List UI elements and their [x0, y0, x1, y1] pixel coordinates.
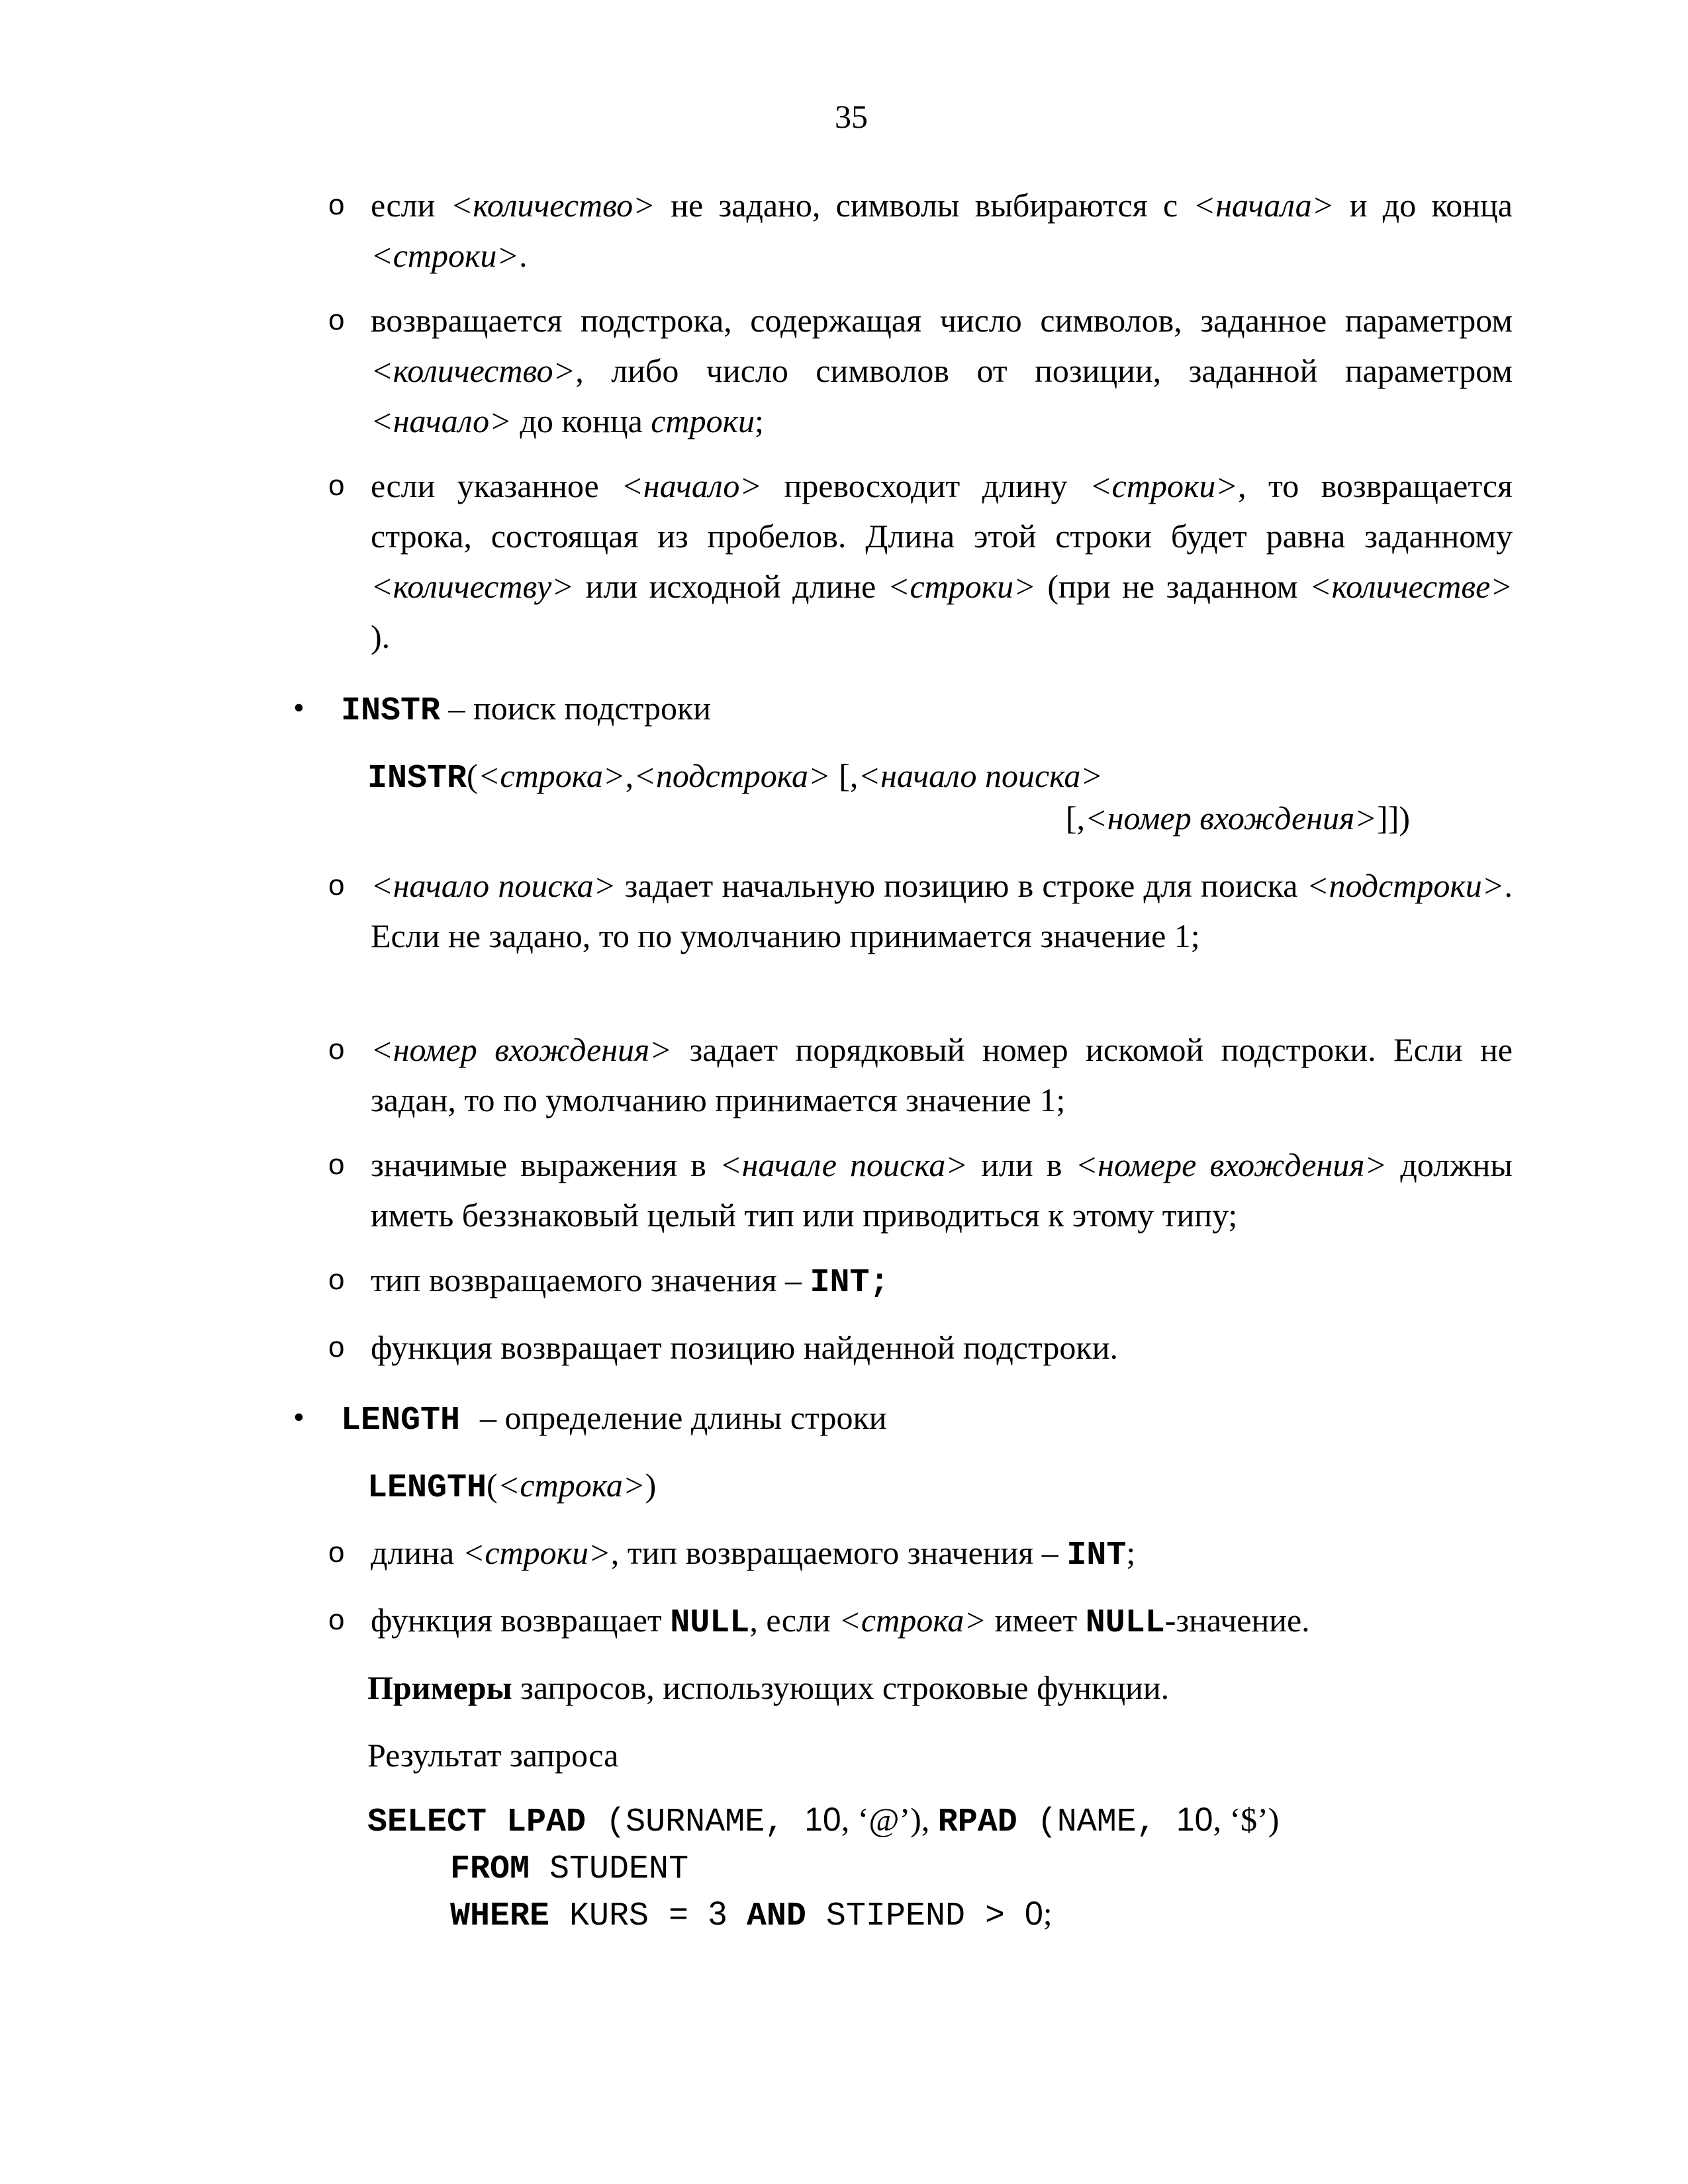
circle-bullet-icon: o — [328, 189, 345, 221]
instr-syntax-line-2: [,<номер вхождения>]]) — [1065, 799, 1410, 837]
sql-line-2: FROM STUDENT — [450, 1850, 689, 1888]
instr-note-1: o <начало поиска> задает начальную позицию в строке для поиска <подстроки>. Если не задано, то по умолчанию принимается значение 1; — [371, 860, 1513, 961]
instr-note-2: o <номер вхождения> задает порядковый номер искомой подстроки. Если не задан, то по умолчанию принимается значение 1; — [371, 1024, 1513, 1125]
substr-note-3: o если указанное <начало> превосходит длину <строки>, то возвращается строка, состоящая из пробелов. Длина этой строки будет равна заданному <количеству> или исходной длине <строки> (при не заданном <количестве> ). — [371, 461, 1513, 662]
function-name: INSTR — [341, 692, 441, 730]
examples-paragraph: Примеры запросов, использующих строковые функции. — [367, 1669, 1170, 1706]
result-label: Результат запроса — [367, 1737, 619, 1774]
page-number: 35 — [835, 98, 868, 135]
length-syntax: LENGTH(<строка>) — [367, 1467, 657, 1507]
instr-syntax-line-1: INSTR(<строка>,<подстрока> [,<начало поиска> — [367, 757, 1103, 797]
length-note-2: o функция возвращает NULL, если <строка> имеет NULL-значение. — [371, 1595, 1513, 1649]
sql-query — [367, 1797, 1279, 1938]
circle-bullet-icon: o — [328, 1536, 345, 1569]
bullet-icon: • — [293, 690, 305, 725]
circle-bullet-icon: o — [328, 869, 345, 901]
substr-note-1: o если <количество> не задано, символы выбираются с <начала> и до конца <строки>. — [371, 180, 1513, 281]
sql-line-1: SELECT LPAD (SURNAME, 10, ‘@’), RPAD (NAME, 10, ‘$’) — [367, 1801, 1280, 1841]
length-note-1: o длина <строки>, тип возвращаемого значения – INT; — [371, 1527, 1513, 1581]
length-heading: • LENGTH – определение длины строки — [341, 1392, 1513, 1446]
instr-note-5: o функция возвращает позицию найденной подстроки. — [371, 1322, 1513, 1373]
instr-note-3: o значимые выражения в <начале поиска> или в <номере вхождения> должны иметь беззнаковый целый тип или приводиться к этому типу; — [371, 1140, 1513, 1240]
circle-bullet-icon: o — [328, 1604, 345, 1636]
circle-bullet-icon: o — [328, 1263, 345, 1296]
circle-bullet-icon: o — [328, 1331, 345, 1363]
sql-line-3: WHERE KURS = 3 AND STIPEND > 0; — [450, 1895, 1053, 1935]
bullet-icon: • — [293, 1400, 305, 1435]
circle-bullet-icon: o — [328, 1148, 345, 1181]
instr-heading: • INSTR – поиск подстроки — [341, 683, 1513, 737]
circle-bullet-icon: o — [328, 469, 345, 502]
instr-note-4: o тип возвращаемого значения – INT; — [371, 1255, 1513, 1308]
circle-bullet-icon: o — [328, 304, 345, 336]
circle-bullet-icon: o — [328, 1033, 345, 1066]
substr-note-2: o возвращается подстрока, содержащая число символов, заданное параметром <количество>, либо число символов от позиции, заданной параметром <начало> до конца строки; — [371, 295, 1513, 446]
function-name: LENGTH — [341, 1402, 481, 1439]
